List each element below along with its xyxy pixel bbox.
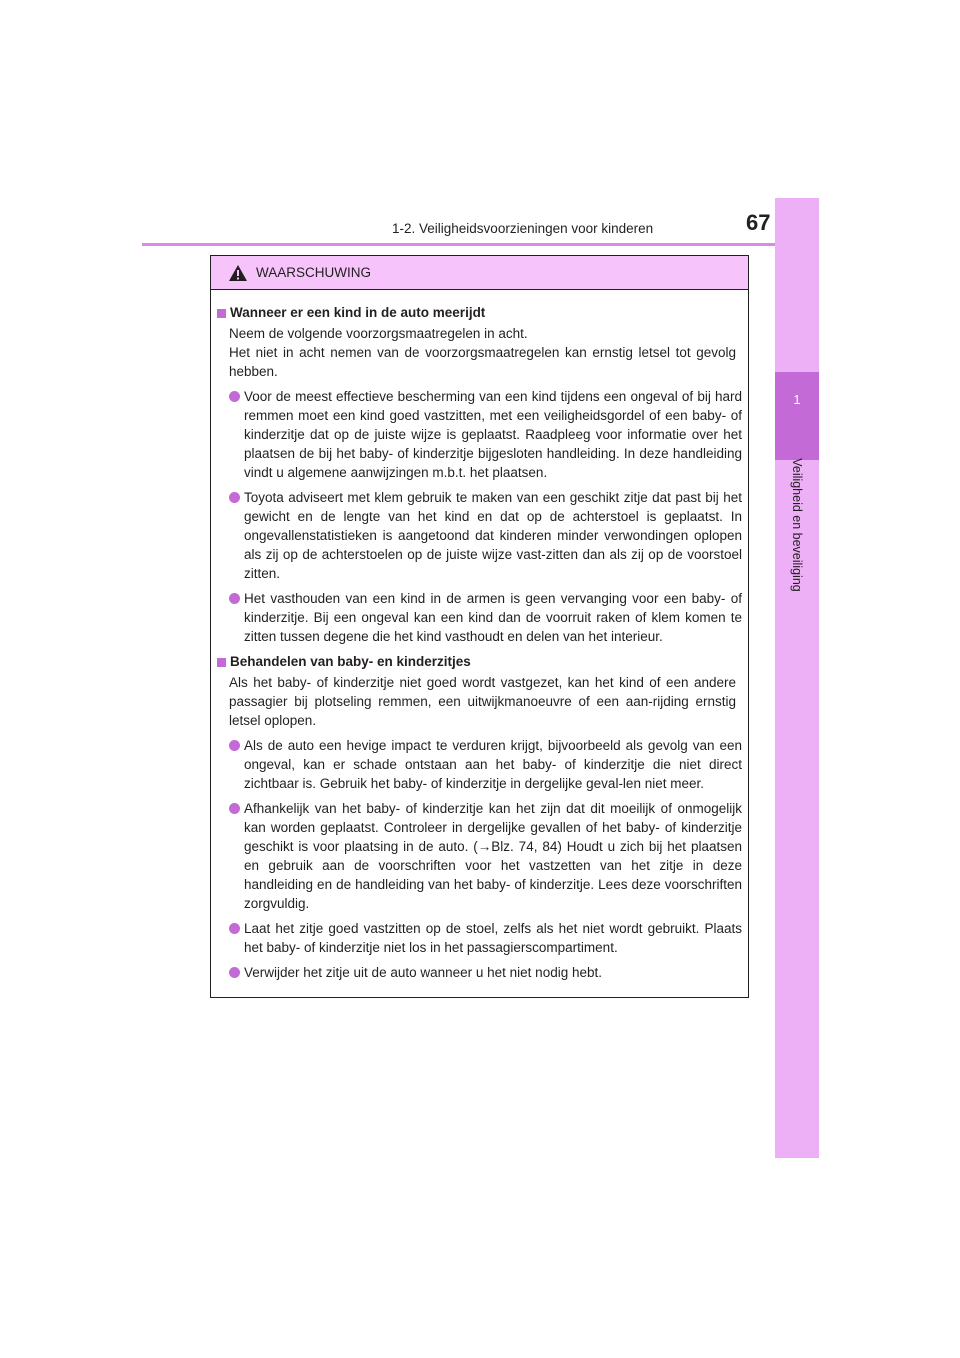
list-item-text: Toyota adviseert met klem gebruik te maken van een geschikt zitje dat past bij het gewicht en de lengte van het kind en dat op de achterstoel is geplaatst. In ongevallenstatistieken is aangetoond dat kinderen minder verwondingen oplopen als zij op de achterstoelen op de juiste wijze vast-zitten dan als zij op de voorstoel zitten. [244,490,742,581]
chapter-tab-active-block [775,372,819,460]
chapter-number: 1 [793,392,801,407]
round-bullet-icon [229,923,240,934]
section-intro: Neem de volgende voorzorgsmaatregelen in acht. Het niet in acht nemen van de voorzorgsmaatregelen kan ernstig letsel tot gevolg hebben. [229,326,736,379]
list-item-text: Voor de meest effectieve bescherming van een kind tijdens een ongeval of bij hard remmen moet een kind goed vastzitten, met een veiligheidsgordel of een baby- of kinderzitje dat op de juiste wijze is geplaatst. Raadpleeg voor informatie over het plaatsen de bij het baby- of kinderzitje bijgesloten handleiding. In deze handleiding vindt u algemene aanwijzingen m.b.t. het plaatsen. [244,389,742,480]
list-item-text: Afhankelijk van het baby- of kinderzitje kan het zijn dat dit moeilijk of onmogelijk kan worden geplaatst. Controleer in dergelijke gevallen of het baby- of kinderzitje geschikt is voor plaatsing in de auto. (→Blz. 74, 84) Houdt u zich bij het plaatsen en gebruik aan de voorschriften voor het vastzetten van het zitje in deze handleiding en de handleiding van het baby- of kinderzitje. Lees deze voorschriften zorgvuldig. [244,801,742,911]
chapter-label: Veiligheid en beveiliging [790,458,804,592]
list-item [217,799,742,913]
warning-body [211,290,748,982]
list-item [217,919,742,957]
list-item [217,488,742,583]
section-heading-text: Behandelen van baby- en kinderzitjes [230,654,471,669]
section-heading [217,652,742,672]
round-bullet-icon [229,967,240,978]
round-bullet-icon [229,740,240,751]
square-bullet-icon [217,309,226,318]
list-item-text: Als de auto een hevige impact te verduren krijgt, bijvoorbeeld als gevolg van een ongeval, kan er schade ontstaan aan het baby- of kinderzitje die niet direct zichtbaar is. Gebruik het baby- of kinderzitje in dergelijke geval-len niet meer. [244,738,742,791]
section-title: 1-2. Veiligheidsvoorzieningen voor kinderen [392,221,654,236]
list-item-text: Laat het zitje goed vastzitten op de stoel, zelfs als het niet wordt gebruikt. Plaats het baby- of kinderzitje niet los in het passagierscompartiment. [244,921,742,955]
list-item [217,387,742,482]
section-intro: Als het baby- of kinderzitje niet goed wordt vastgezet, kan het kind of een andere passagier bij plotseling remmen, een uitwijkmanoeuvre of een aan-rijding ernstig letsel oplopen. [229,675,736,728]
round-bullet-icon [229,803,240,814]
section-heading [217,303,742,323]
warning-header [211,256,748,290]
round-bullet-icon [229,593,240,604]
warning-triangle-icon [228,264,248,282]
section-heading-text: Wanneer er een kind in de auto meerijdt [230,305,486,320]
warning-title: WAARSCHUWING [256,265,371,280]
square-bullet-icon [217,658,226,667]
round-bullet-icon [229,492,240,503]
warning-box [210,255,749,998]
round-bullet-icon [229,391,240,402]
page-number: 67 [746,210,771,235]
list-item [217,589,742,646]
list-item [217,963,742,982]
header-divider [142,243,819,246]
list-item-text: Verwijder het zitje uit de auto wanneer u het niet nodig hebt. [244,965,602,980]
list-item [217,736,742,793]
chapter-side-tab [775,198,819,1158]
list-item-text: Het vasthouden van een kind in de armen is geen vervanging voor een baby- of kinderzitje. Bij een ongeval kan een kind dan de voorruit raken of klem komen te zitten tussen degene die het kind vasthoudt en delen van het interieur. [244,591,742,644]
